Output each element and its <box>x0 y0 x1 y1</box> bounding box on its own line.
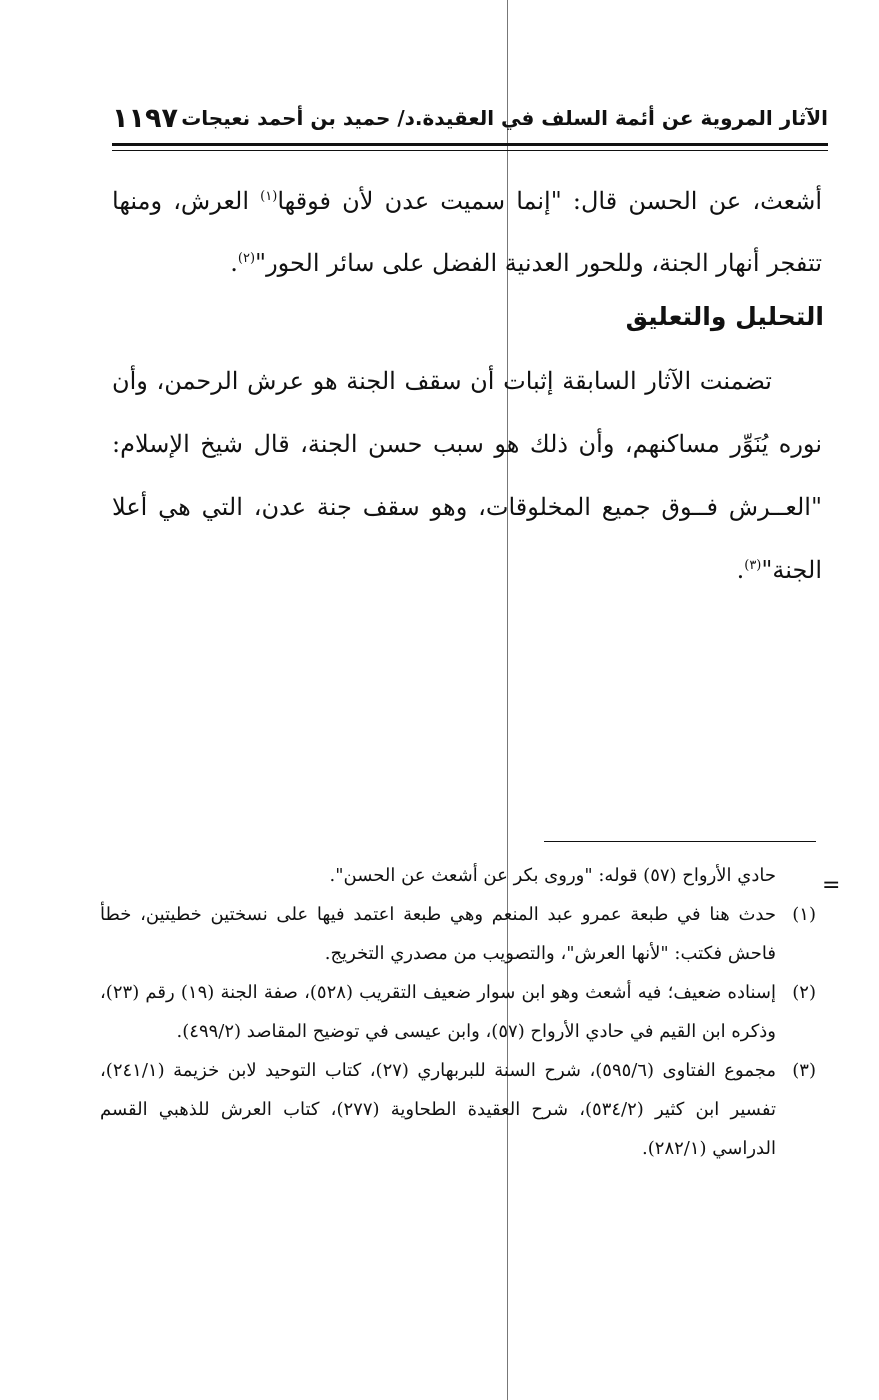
page-number: ١١٩٧ <box>112 102 178 134</box>
paragraph-text: أشعث، عن الحسن قال: "إنما سميت عدن لأن فوقها <box>277 187 822 215</box>
opening-paragraph <box>112 170 822 294</box>
footnote-item <box>100 973 816 1051</box>
paragraph-text: العرش، ومنها تتفجر أنهار الجنة، وللحور العدنية الفضل على سائر الحور" <box>112 187 822 277</box>
running-header <box>112 96 828 140</box>
header-title: الآثار المروية عن أئمة السلف في العقيدة.د/ حميد بن أحمد نعيجات <box>181 106 828 130</box>
continuation-mark: = <box>822 873 841 898</box>
paragraph-text: تضمنت الآثار السابقة إثبات أن سقف الجنة هو عرش الرحمن، وأن نوره يُنَوِّر مساكنهم، وأن ذلك هو سبب حسن الجنة، قال شيخ الإسلام: "العــرش فــوق جميع المخلوقات، وهو سقف جنة عدن، التي هي أعلا الجنة" <box>112 367 822 584</box>
paragraph-text: . <box>230 249 238 277</box>
footnote-ref-3: (٣) <box>744 558 762 573</box>
footnote-text: مجموع الفتاوى (٥٩٥/٦)، شرح السنة للبربهاري (٢٧)، كتاب التوحيد لابن خزيمة (٢٤١/١)، تفسير ابن كثير (٥٣٤/٢)، شرح العقيدة الطحاوية (٢٧٧)، كتاب العرش للذهبي القسم الدراسي (٢٨٢/١). <box>100 1060 776 1159</box>
footnote-item <box>100 1051 816 1168</box>
paragraph-text: . <box>736 556 745 584</box>
analysis-paragraph <box>112 350 822 602</box>
footnote-separator <box>544 841 816 842</box>
footnote-continuation <box>100 856 816 895</box>
section-heading: التحليل والتعليق <box>625 302 824 331</box>
footnote-ref-1: (١) <box>260 189 278 204</box>
footnote-continuation-text: حادي الأرواح (٥٧) قوله: "وروى بكر عن أشعث عن الحسن". <box>329 865 776 886</box>
footnote-number: (٣) <box>792 1060 816 1081</box>
footnote-number: (١) <box>792 904 816 925</box>
footnote-ref-2: (٢) <box>237 251 256 266</box>
footnotes <box>100 856 816 1168</box>
footnote-text: إسناده ضعيف؛ فيه أشعث وهو ابن سوار ضعيف التقريب (٥٢٨)، صفة الجنة (١٩) رقم (٢٣)، وذكره ابن القيم في حادي الأرواح (٥٧)، وابن عيسى في توضيح المقاصد (٤٩٩/٢). <box>100 982 776 1042</box>
header-rule <box>112 143 828 151</box>
footnote-number: (٢) <box>792 982 816 1003</box>
footnote-text: حدث هنا في طبعة عمرو عبد المنعم وهي طبعة اعتمد فيها على نسختين خطيتين، خطأ فاحش فكتب: "لأنها العرش"، والتصويب من مصدري التخريج. <box>100 904 776 964</box>
footnote-item <box>100 895 816 973</box>
